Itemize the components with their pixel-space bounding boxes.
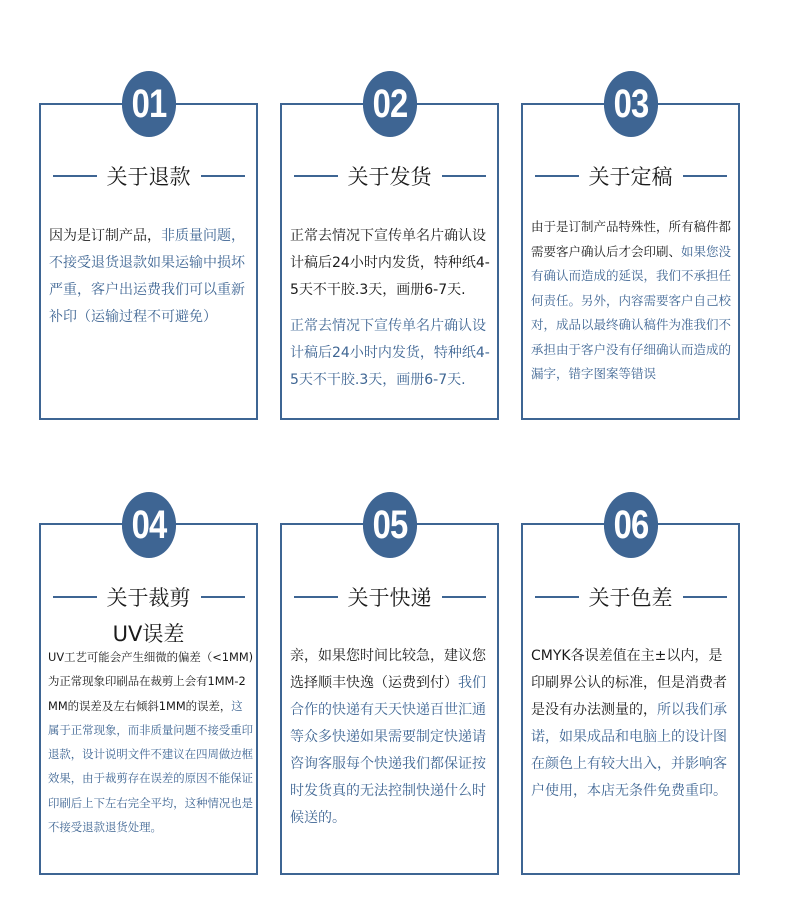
card-body bbox=[290, 223, 493, 394]
card-body bbox=[531, 643, 734, 805]
card-title-row bbox=[282, 161, 497, 191]
card-body bbox=[48, 645, 254, 839]
card-final-draft bbox=[521, 103, 740, 420]
card-body bbox=[290, 643, 493, 832]
card-title-row bbox=[282, 582, 497, 612]
number-badge-05: 05 bbox=[363, 492, 417, 558]
body-text-blue: 如果您没有确认而造成的延误，我们不承担任何责任。另外，内容需要客户自己校对，成品以最终确认稿件为准我们不承担由于客户没有仔细确认而造成的漏字，错字图案等错误 bbox=[531, 243, 732, 381]
card-color-difference bbox=[521, 523, 740, 875]
card-title: 关于发货 bbox=[347, 165, 432, 189]
title-line-right bbox=[442, 596, 486, 598]
title-line-right bbox=[683, 175, 727, 177]
title-line-left bbox=[535, 175, 579, 177]
card-title-row bbox=[523, 582, 738, 612]
body-text-blue: 非质量问题，不接受退货退款如果运输中损坏严重，客户出运费我们可以重新补印（运输过程不可避免） bbox=[49, 228, 245, 325]
body-text-black: 因为是订制产品， bbox=[49, 228, 161, 244]
body-text-black: 由于是订制产品特殊性，所有稿件都需要客户确认后才会印刷、 bbox=[531, 219, 732, 259]
card-title: 关于色差 bbox=[588, 586, 673, 610]
body-text-black: UV工艺可能会产生细微的偏差（<1MM)为正常现象印刷品在裁剪上会有1MM-2MM的误差及左右倾斜1MM的误差， bbox=[48, 650, 254, 713]
body-text-black: CMYK各误差值在主±以内，是印刷界公认的标准，但是消费者是没有办法测量的， bbox=[531, 648, 727, 718]
title-line-left bbox=[53, 175, 97, 177]
title-line-left bbox=[53, 596, 97, 598]
body-text-blue: 正常去情况下宣传单名片确认设计稿后24小时内发货，特种纸4-5天不干胶.3天，画册6-7天. bbox=[290, 318, 490, 388]
card-refund bbox=[39, 103, 258, 420]
number-badge-02: 02 bbox=[363, 71, 417, 137]
body-text-blue: 我们合作的快递有天天快递百世汇通等众多快递如果需要制定快递请咨询客服每个快递我们都保证按时发货真的无法控制快递什么时候送的。 bbox=[290, 675, 486, 826]
card-subtitle: UV误差 bbox=[112, 622, 185, 646]
card-title-row bbox=[523, 161, 738, 191]
title-line-right bbox=[201, 596, 245, 598]
body-text-blue: 这属于正常现象，而非质量问题不接受重印退款，设计说明文件不建议在四周做边框效果，由于裁剪存在误差的原因不能保证印刷后上下左右完全平均，这种情况也是不接受退款退货处理。 bbox=[48, 698, 254, 835]
body-text-black: 正常去情况下宣传单名片确认设计稿后24小时内发货，特种纸4-5天不干胶.3天，画册6-7天. bbox=[290, 228, 490, 298]
card-title: 关于定稿 bbox=[588, 165, 673, 189]
body-text-blue: 所以我们承诺，如果成品和电脑上的设计图在颜色上有较大出入，并影响客户使用，本店无条件免费重印。 bbox=[531, 702, 727, 799]
card-body bbox=[531, 215, 734, 387]
title-line-right bbox=[442, 175, 486, 177]
number-badge-03: 03 bbox=[604, 71, 658, 137]
number-badge-01: 01 bbox=[122, 71, 176, 137]
card-shipping bbox=[280, 103, 499, 420]
card-cutting bbox=[39, 523, 258, 875]
card-title-row bbox=[41, 582, 256, 612]
card-title-row bbox=[41, 161, 256, 191]
number-badge-04: 04 bbox=[122, 492, 176, 558]
card-express bbox=[280, 523, 499, 875]
title-line-right bbox=[683, 596, 727, 598]
card-title: 关于退款 bbox=[106, 165, 191, 189]
title-line-right bbox=[201, 175, 245, 177]
title-line-left bbox=[294, 596, 338, 598]
card-title: 关于裁剪 bbox=[106, 586, 191, 610]
card-body bbox=[49, 223, 252, 331]
body-text-black: 亲，如果您时间比较急，建议您选择顺丰快逸（运费到付） bbox=[290, 648, 486, 691]
card-title: 关于快递 bbox=[347, 586, 432, 610]
number-badge-06: 06 bbox=[604, 492, 658, 558]
title-line-left bbox=[294, 175, 338, 177]
title-line-left bbox=[535, 596, 579, 598]
